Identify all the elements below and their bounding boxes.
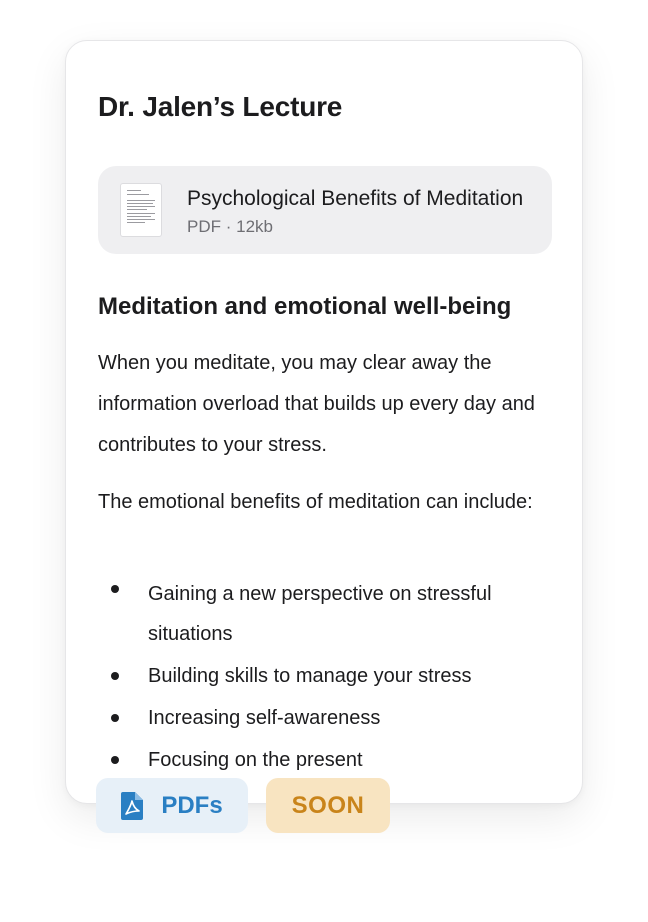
bullet-icon bbox=[111, 672, 119, 680]
soon-badge bbox=[266, 778, 390, 833]
list-item-text: Increasing self-awareness bbox=[148, 707, 381, 729]
list-item bbox=[98, 574, 558, 654]
lecture-card bbox=[65, 40, 583, 804]
attachment-file-type: PDF bbox=[187, 217, 221, 236]
attachment-file-name: Psychological Benefits of Meditation bbox=[187, 187, 524, 210]
bullet-icon bbox=[111, 756, 119, 764]
paragraph-intro: When you meditate, you may clear away the information overload that builds up every day and contributes to your stress. bbox=[98, 352, 535, 456]
bullet-icon bbox=[111, 714, 119, 722]
attachment-file-size: 12kb bbox=[236, 217, 274, 236]
attachment-meta bbox=[187, 216, 273, 238]
benefits-list bbox=[98, 574, 558, 782]
list-item-text: Gaining a new perspective on stressful situations bbox=[148, 583, 492, 645]
document-thumbnail-icon bbox=[120, 183, 162, 237]
paragraph-benefits: The emotional benefits of meditation can include: bbox=[98, 491, 533, 513]
list-item-text: Building skills to manage your stress bbox=[148, 665, 472, 687]
acrobat-pdf-icon bbox=[121, 792, 143, 820]
pdf-attachment[interactable] bbox=[98, 166, 552, 254]
section-heading: Meditation and emotional well-being bbox=[98, 293, 512, 320]
card-title: Dr. Jalen’s Lecture bbox=[98, 91, 343, 122]
list-item bbox=[98, 740, 558, 780]
pdfs-tag-label: PDFs bbox=[161, 791, 223, 819]
list-item bbox=[98, 698, 558, 738]
attachment-separator: · bbox=[225, 217, 232, 236]
list-item bbox=[98, 656, 558, 696]
soon-badge-label: SOON bbox=[291, 791, 365, 819]
list-item-text: Focusing on the present bbox=[148, 749, 363, 771]
pdfs-tag[interactable] bbox=[96, 778, 248, 833]
bullet-icon bbox=[111, 585, 119, 593]
